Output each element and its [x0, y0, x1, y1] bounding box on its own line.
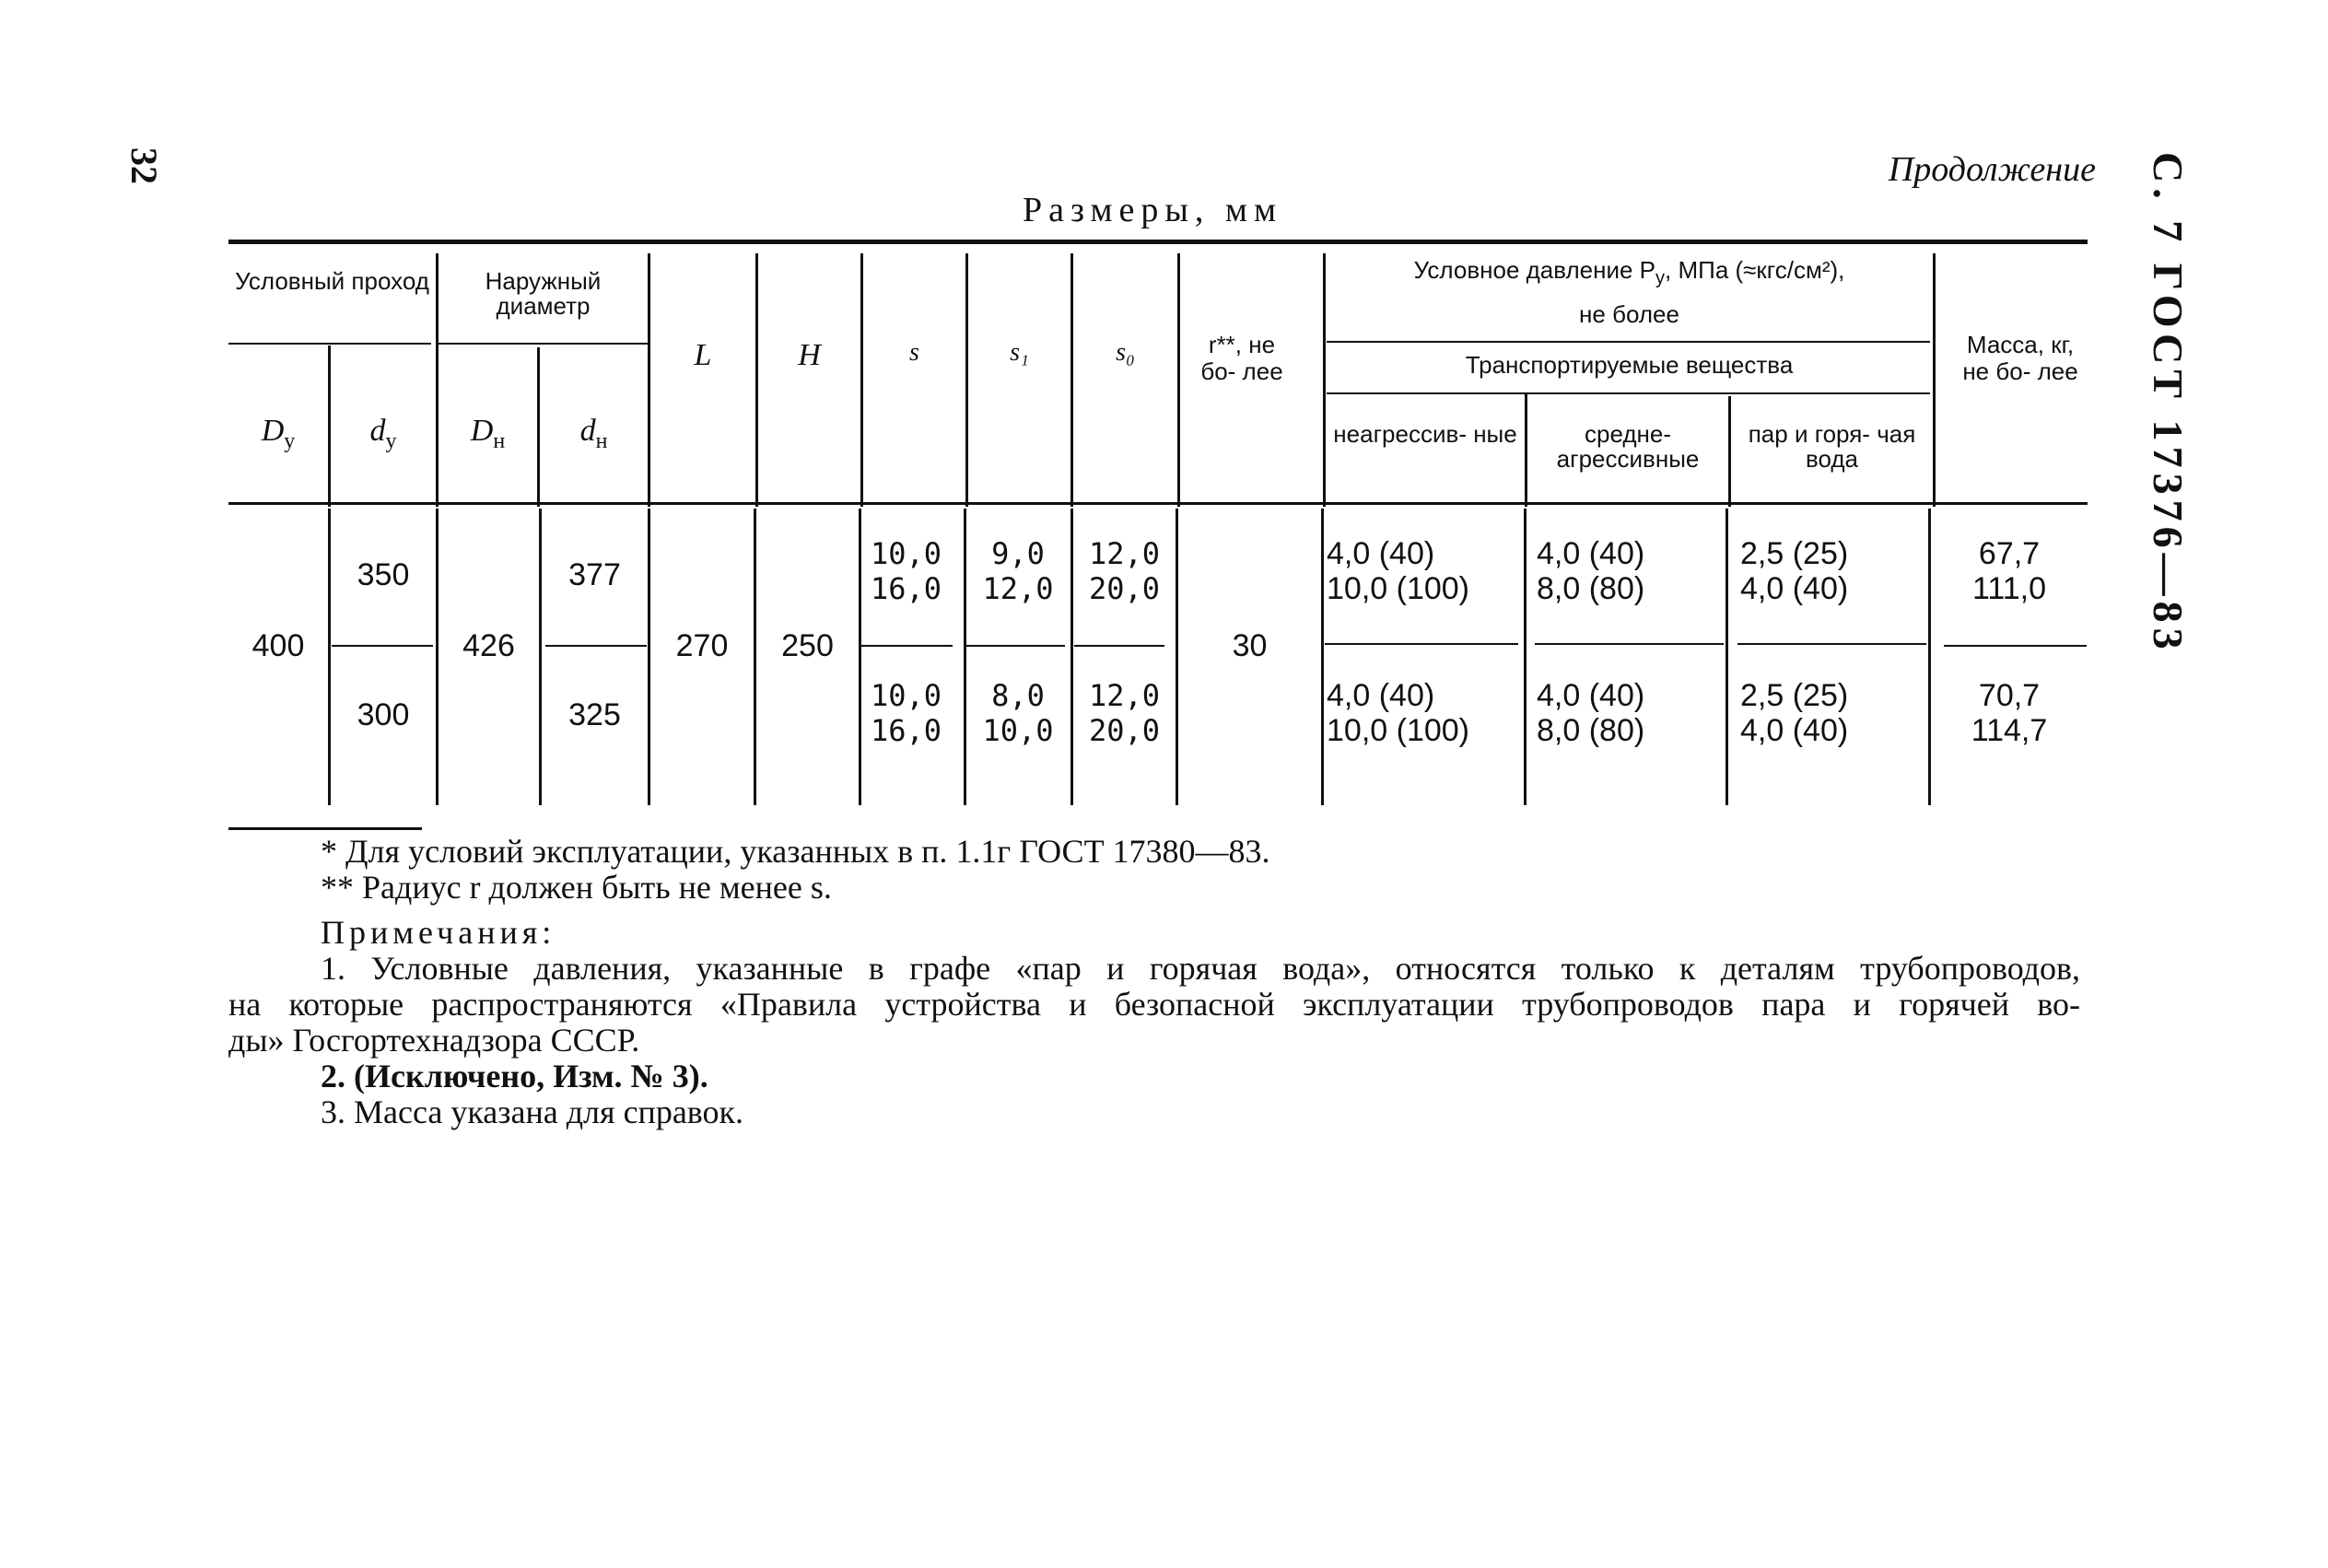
row-divider: [1074, 645, 1164, 647]
header-rule-pressure: [1327, 341, 1930, 343]
header-r: r**, не бо- лее: [1200, 331, 1283, 385]
header-rule-substances: [1327, 392, 1930, 394]
header-rule-pass: [228, 343, 431, 345]
col-rule: [1177, 253, 1180, 507]
header-pressure: Условное давление $P_у$, МПа (≈кгс/см²),: [1413, 256, 1845, 289]
header-Dn: $D_н$: [470, 414, 506, 453]
header-Dy: $D_у$: [261, 414, 296, 453]
document-side-header: С. 7 ГОСТ 17376—83: [2145, 152, 2192, 655]
row-divider: [1737, 643, 1926, 645]
header-mass: Масса, кг, не бо- лее: [1962, 331, 2078, 385]
footnote-separator: [228, 827, 422, 830]
cell-s-row2: 10,0 16,0: [870, 678, 942, 748]
note-1-line-1: 1. Условные давления, указанные в графе «пар и горячая вода», относятся только к деталям трубопроводов,: [321, 950, 2080, 987]
row-divider: [965, 645, 1065, 647]
cell-H: 250: [781, 628, 834, 663]
table-caption: Размеры, мм: [1023, 191, 1283, 229]
row-divider: [545, 645, 647, 647]
col-rule: [1524, 509, 1527, 805]
col-rule: [539, 509, 542, 805]
col-rule: [1070, 253, 1073, 507]
row-divider: [332, 645, 433, 647]
header-rule-diameter: [436, 343, 649, 345]
col-rule: [648, 253, 650, 507]
col-rule: [860, 253, 863, 507]
cell-Dn: 426: [462, 628, 515, 663]
notes-block: [228, 834, 2080, 1130]
row-divider: [1535, 643, 1724, 645]
col-rule: [328, 509, 331, 805]
row-divider: [1944, 645, 2087, 647]
header-conditional-pass: Условный проход: [235, 267, 429, 295]
note-3: 3. Масса указана для справок.: [321, 1094, 744, 1130]
col-rule: [1726, 509, 1728, 805]
cell-s1-row2: 8,0 10,0: [982, 678, 1054, 748]
header-s0: s₀: [1116, 338, 1135, 367]
header-pressure-limit: не более: [1579, 300, 1679, 328]
cell-mass-row2: 70,7 114,7: [1971, 678, 2048, 748]
header-outer-diameter: Наружный диаметр: [485, 267, 602, 321]
header-H: H: [798, 338, 821, 372]
header-dn: $d_н$: [579, 414, 608, 453]
continuation-label: Продолжение: [1888, 150, 2096, 189]
cell-s1-row1: 9,0 12,0: [982, 536, 1054, 606]
col-rule: [755, 253, 758, 507]
cell-nonaggressive-row1: 4,0 (40) 10,0 (100): [1327, 536, 1469, 606]
footnote-2: ** Радиус r должен быть не менее s.: [321, 869, 832, 906]
cell-dn-row1: 377: [568, 557, 621, 592]
cell-r: 30: [1232, 628, 1268, 663]
header-dy: $d_у$: [369, 414, 397, 453]
col-rule: [1321, 509, 1324, 805]
cell-mid-aggressive-row2: 4,0 (40) 8,0 (80): [1537, 678, 1645, 748]
cell-s0-row1: 12,0 20,0: [1088, 536, 1161, 606]
header-mid-aggressive: средне- агрессивные: [1556, 420, 1700, 474]
row-divider: [860, 645, 953, 647]
header-nonaggressive: неагрессив- ные: [1333, 420, 1517, 448]
notes-title: Примечания:: [321, 914, 556, 951]
cell-steam-row1: 2,5 (25) 4,0 (40): [1740, 536, 1849, 606]
cell-nonaggressive-row2: 4,0 (40) 10,0 (100): [1327, 678, 1469, 748]
cell-Dy: 400: [252, 628, 305, 663]
header-steam-hot-water: пар и горя- чая вода: [1748, 420, 1916, 474]
col-rule: [1933, 253, 1936, 507]
note-2: 2. (Исключено, Изм. № 3).: [321, 1058, 708, 1094]
cell-L: 270: [675, 628, 729, 663]
cell-dn-row2: 325: [568, 697, 621, 732]
page-number: 32: [123, 147, 165, 184]
col-rule: [965, 253, 968, 507]
cell-dy-row1: 350: [357, 557, 410, 592]
footnote-1: * Для условий эксплуатации, указанных в п. 1.1г ГОСТ 17380—83.: [321, 833, 1270, 870]
header-L: L: [694, 338, 712, 372]
note-1-line-2: на которые распространяются «Правила устройства и безопасной эксплуатации трубопроводов пара и горячей во-: [228, 986, 2080, 1023]
cell-s-row1: 10,0 16,0: [870, 536, 942, 606]
cell-dy-row2: 300: [357, 697, 410, 732]
header-s1: s₁: [1010, 338, 1029, 367]
row-divider: [1325, 643, 1518, 645]
header-substances: Транспортируемые вещества: [1465, 351, 1794, 379]
table-top-rule: [228, 240, 2088, 244]
header-s: s: [909, 338, 919, 367]
cell-s0-row2: 12,0 20,0: [1088, 678, 1161, 748]
cell-mid-aggressive-row1: 4,0 (40) 8,0 (80): [1537, 536, 1645, 606]
cell-steam-row2: 2,5 (25) 4,0 (40): [1740, 678, 1849, 748]
note-1-line-3: ды» Госгортехнадзора СССР.: [228, 1022, 640, 1059]
col-rule: [1323, 253, 1326, 507]
cell-mass-row1: 67,7 111,0: [1971, 536, 2047, 606]
header-bottom-rule: [228, 502, 2088, 505]
